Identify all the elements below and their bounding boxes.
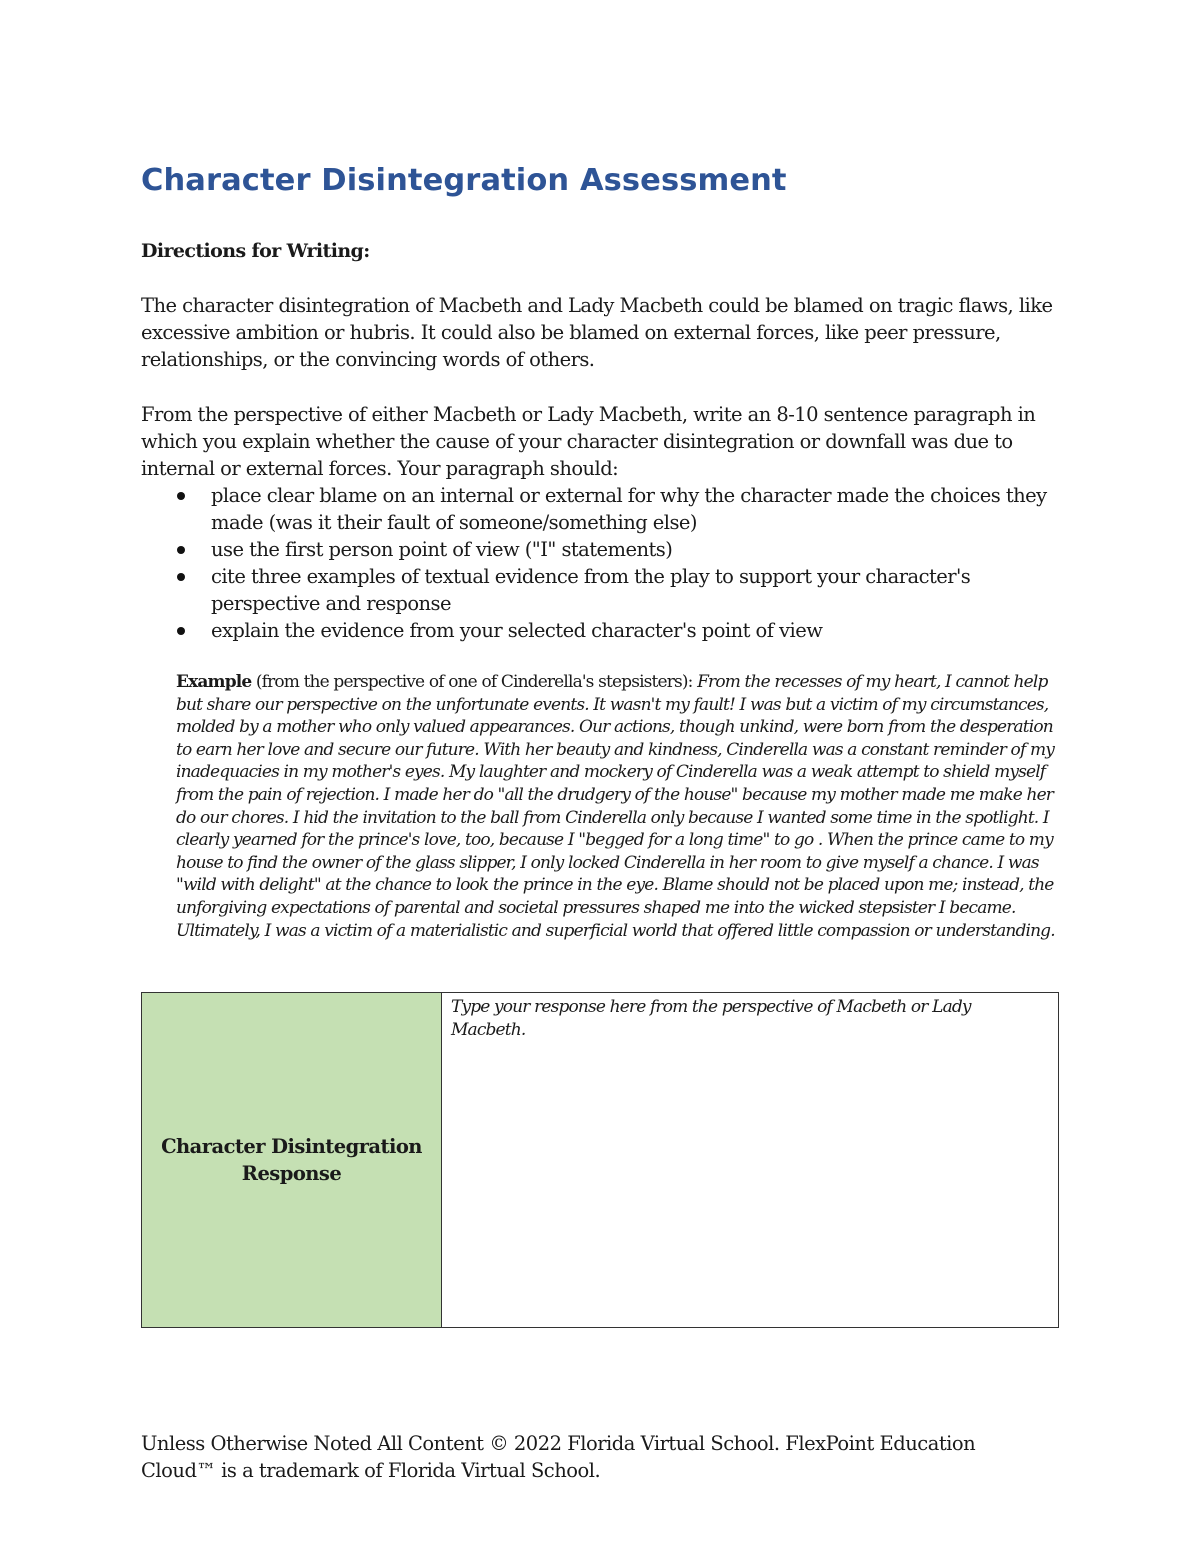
list-item	[141, 482, 1059, 536]
list-item	[141, 563, 1059, 617]
list-item-text: use the first person point of view ("I" statements)	[211, 538, 673, 561]
bullet-icon	[177, 627, 185, 635]
example-text: From the recesses of my heart, I cannot help but share our perspective on the unfortunate events. It wasn't my fault! I was but a victim of my circumstances, molded by a mother who only valued appearances. Our actions, though unkind, were born from the desperation to earn her love and secure our future. With her beauty and kindness, Cinderella was a constant reminder of my inadequacies in my mother's eyes. My laughter and mockery of Cinderella was a weak attempt to shield myself from the pain of rejection. I made her do "all the drudgery of the house" because my mother made me make her do our chores. I hid the invitation to the ball from Cinderella only because I wanted some time in the spotlight. I clearly yearned for the prince's love, too, because I "begged for a long time" to go . When the prince came to my house to find the owner of the glass slipper, I only locked Cinderella in her room to give myself a chance. I was "wild with delight" at the chance to look the prince in the eye. Blame should not be placed upon me; instead, the unforgiving expectations of parental and societal pressures shaped me into the wicked stepsister I became. Ultimately, I was a victim of a materialistic and superficial world that offered little compassion or understanding.	[176, 672, 1055, 941]
response-input-cell[interactable]	[442, 993, 1059, 1328]
list-item-text: place clear blame on an internal or external for why the character made the choices they made (was it their fault of someone/something else)	[211, 484, 1047, 534]
table-row	[142, 993, 1059, 1328]
bullet-icon	[177, 492, 185, 500]
response-label-cell	[142, 993, 442, 1328]
intro-paragraph: The character disintegration of Macbeth and Lady Macbeth could be blamed on tragic flaws, like excessive ambition or hubris. It could also be blamed on external forces, like peer pressure, relationships, or the convincing words of others.	[141, 294, 1053, 371]
page-title: Character Disintegration Assessment	[141, 163, 787, 198]
copyright-footer: Unless Otherwise Noted All Content © 2022 Florida Virtual School. FlexPoint Education Cloud™ is a trademark of Florida Virtual School.	[141, 1432, 976, 1482]
requirements-list	[141, 482, 1059, 644]
response-table	[141, 992, 1059, 1328]
document-page	[141, 0, 1059, 1553]
list-item-text: cite three examples of textual evidence from the play to support your character's perspective and response	[211, 565, 971, 615]
bullet-icon	[177, 573, 185, 581]
example-intro: (from the perspective of one of Cinderella's stepsisters):	[251, 672, 698, 692]
bullet-icon	[177, 546, 185, 554]
list-item	[141, 536, 1059, 563]
list-item	[141, 617, 1059, 644]
response-placeholder[interactable]: Type your response here from the perspective of Macbeth or Lady Macbeth.	[451, 997, 971, 1040]
list-item-text: explain the evidence from your selected character's point of view	[211, 619, 823, 642]
instructions-paragraph: From the perspective of either Macbeth or Lady Macbeth, write an 8-10 sentence paragraph in which you explain whether the cause of your character disintegration or downfall was due to internal or external forces. Your paragraph should:	[141, 403, 1036, 480]
example-label: Example	[176, 672, 252, 692]
response-label: Character Disintegration Response	[161, 1135, 422, 1185]
example-paragraph	[176, 671, 1066, 942]
directions-heading: Directions for Writing:	[141, 240, 370, 262]
